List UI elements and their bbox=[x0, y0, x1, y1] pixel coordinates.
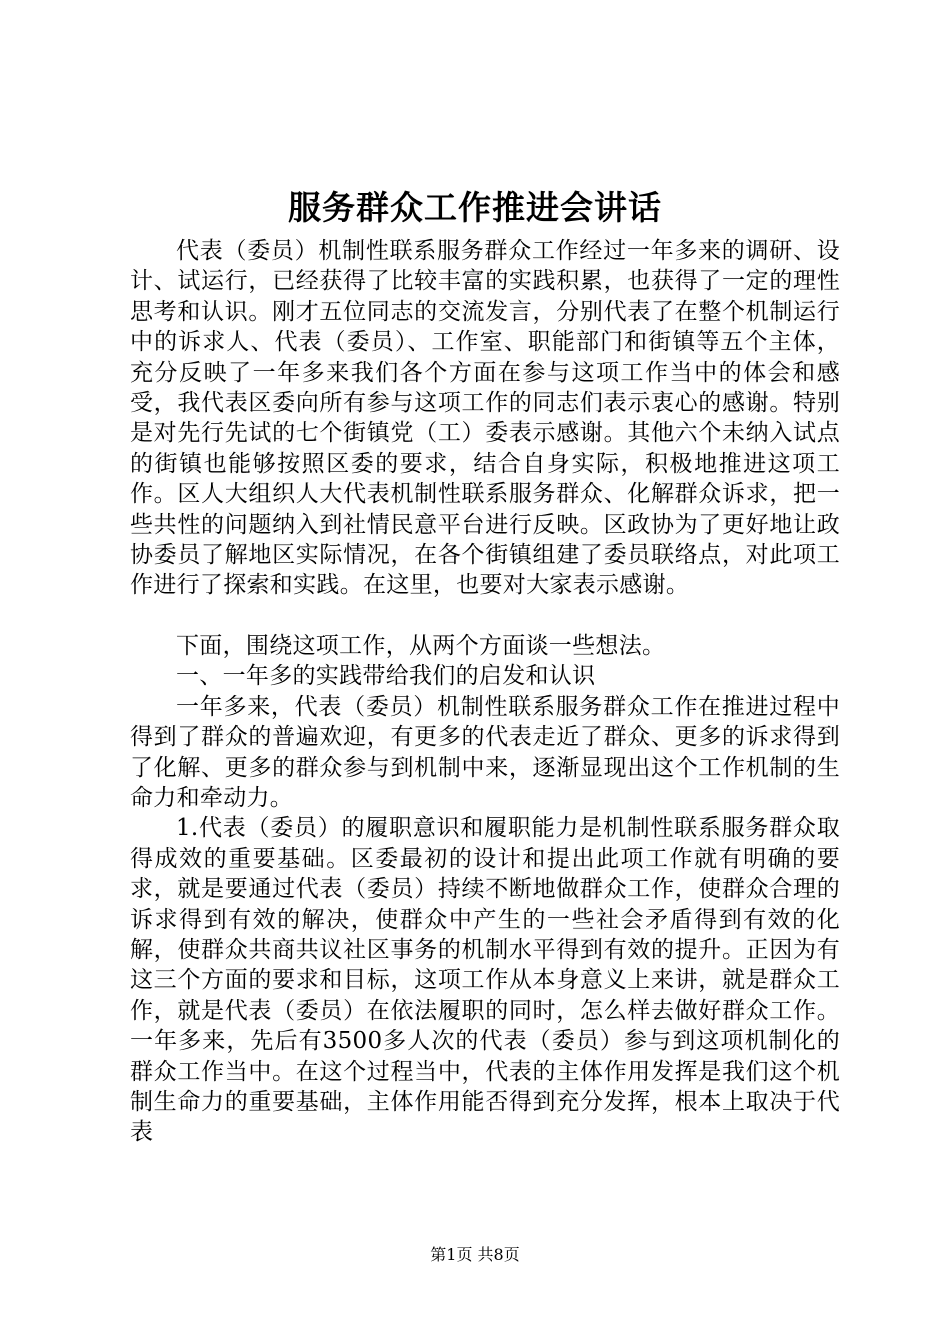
page-footer: 第1页 共8页 bbox=[430, 1245, 520, 1264]
paragraph: 代表（委员）机制性联系服务群众工作经过一年多来的调研、设计、试运行，已经获得了比较丰富的实践积累，也获得了一定的理性思考和认识。刚才五位同志的交流发言，分别代表了在整个机制运行中的诉求人、代表（委员）、工作室、职能部门和街镇等五个主体，充分反映了一年多来我们各个方面在参与这项工作当中的体会和感受，我代表区委向所有参与这项工作的同志们表示衷心的感谢。特别是对先行先试的七个街镇党（工）委表示感谢。其他六个未纳入试点的街镇也能够按照区委的要求，结合自身实际，积极地推进这项工作。区人大组织人大代表机制性联系服务群众、化解群众诉求，把一些共性的问题纳入到社情民意平台进行反映。区政协为了更好地让政协委员了解地区实际情况，在各个街镇组建了委员联络点，对此项工作进行了探索和实践。在这里，也要对大家表示感谢。 bbox=[130, 238, 840, 599]
document-body bbox=[130, 236, 840, 1148]
paragraph: 下面，围绕这项工作，从两个方面谈一些想法。 bbox=[176, 632, 666, 659]
section-heading: 一、一年多的实践带给我们的启发和认识 bbox=[176, 663, 596, 690]
paragraph: 1.代表（委员）的履职意识和履职能力是机制性联系服务群众取得成效的重要基础。区委最初的设计和提出此项工作就有明确的要求，就是要通过代表（委员）持续不断地做群众工作，使群众合理的诉求得到有效的解决，使群众中产生的一些社会矛盾得到有效的化解，使群众共商共议社区事务的机制水平得到有效的提升。正因为有这三个方面的要求和目标，这项工作从本身意义上来讲，就是群众工作，就是代表（委员）在依法履职的同时，怎么样去做好群众工作。一年多来，先后有3500多人次的代表（委员）参与到这项机制化的群众工作当中。在这个过程当中，代表的主体作用发挥是我们这个机制生命力的重要基础，主体作用能否得到充分发挥，根本上取决于代表 bbox=[130, 815, 840, 1146]
paragraph: 一年多来，代表（委员）机制性联系服务群众工作在推进过程中得到了群众的普遍欢迎，有更多的代表走近了群众、更多的诉求得到了化解、更多的群众参与到机制中来，逐渐显现出这个工作机制的生命力和牵动力。 bbox=[130, 693, 840, 811]
document-title: 服务群众工作推进会讲话 bbox=[288, 188, 662, 227]
